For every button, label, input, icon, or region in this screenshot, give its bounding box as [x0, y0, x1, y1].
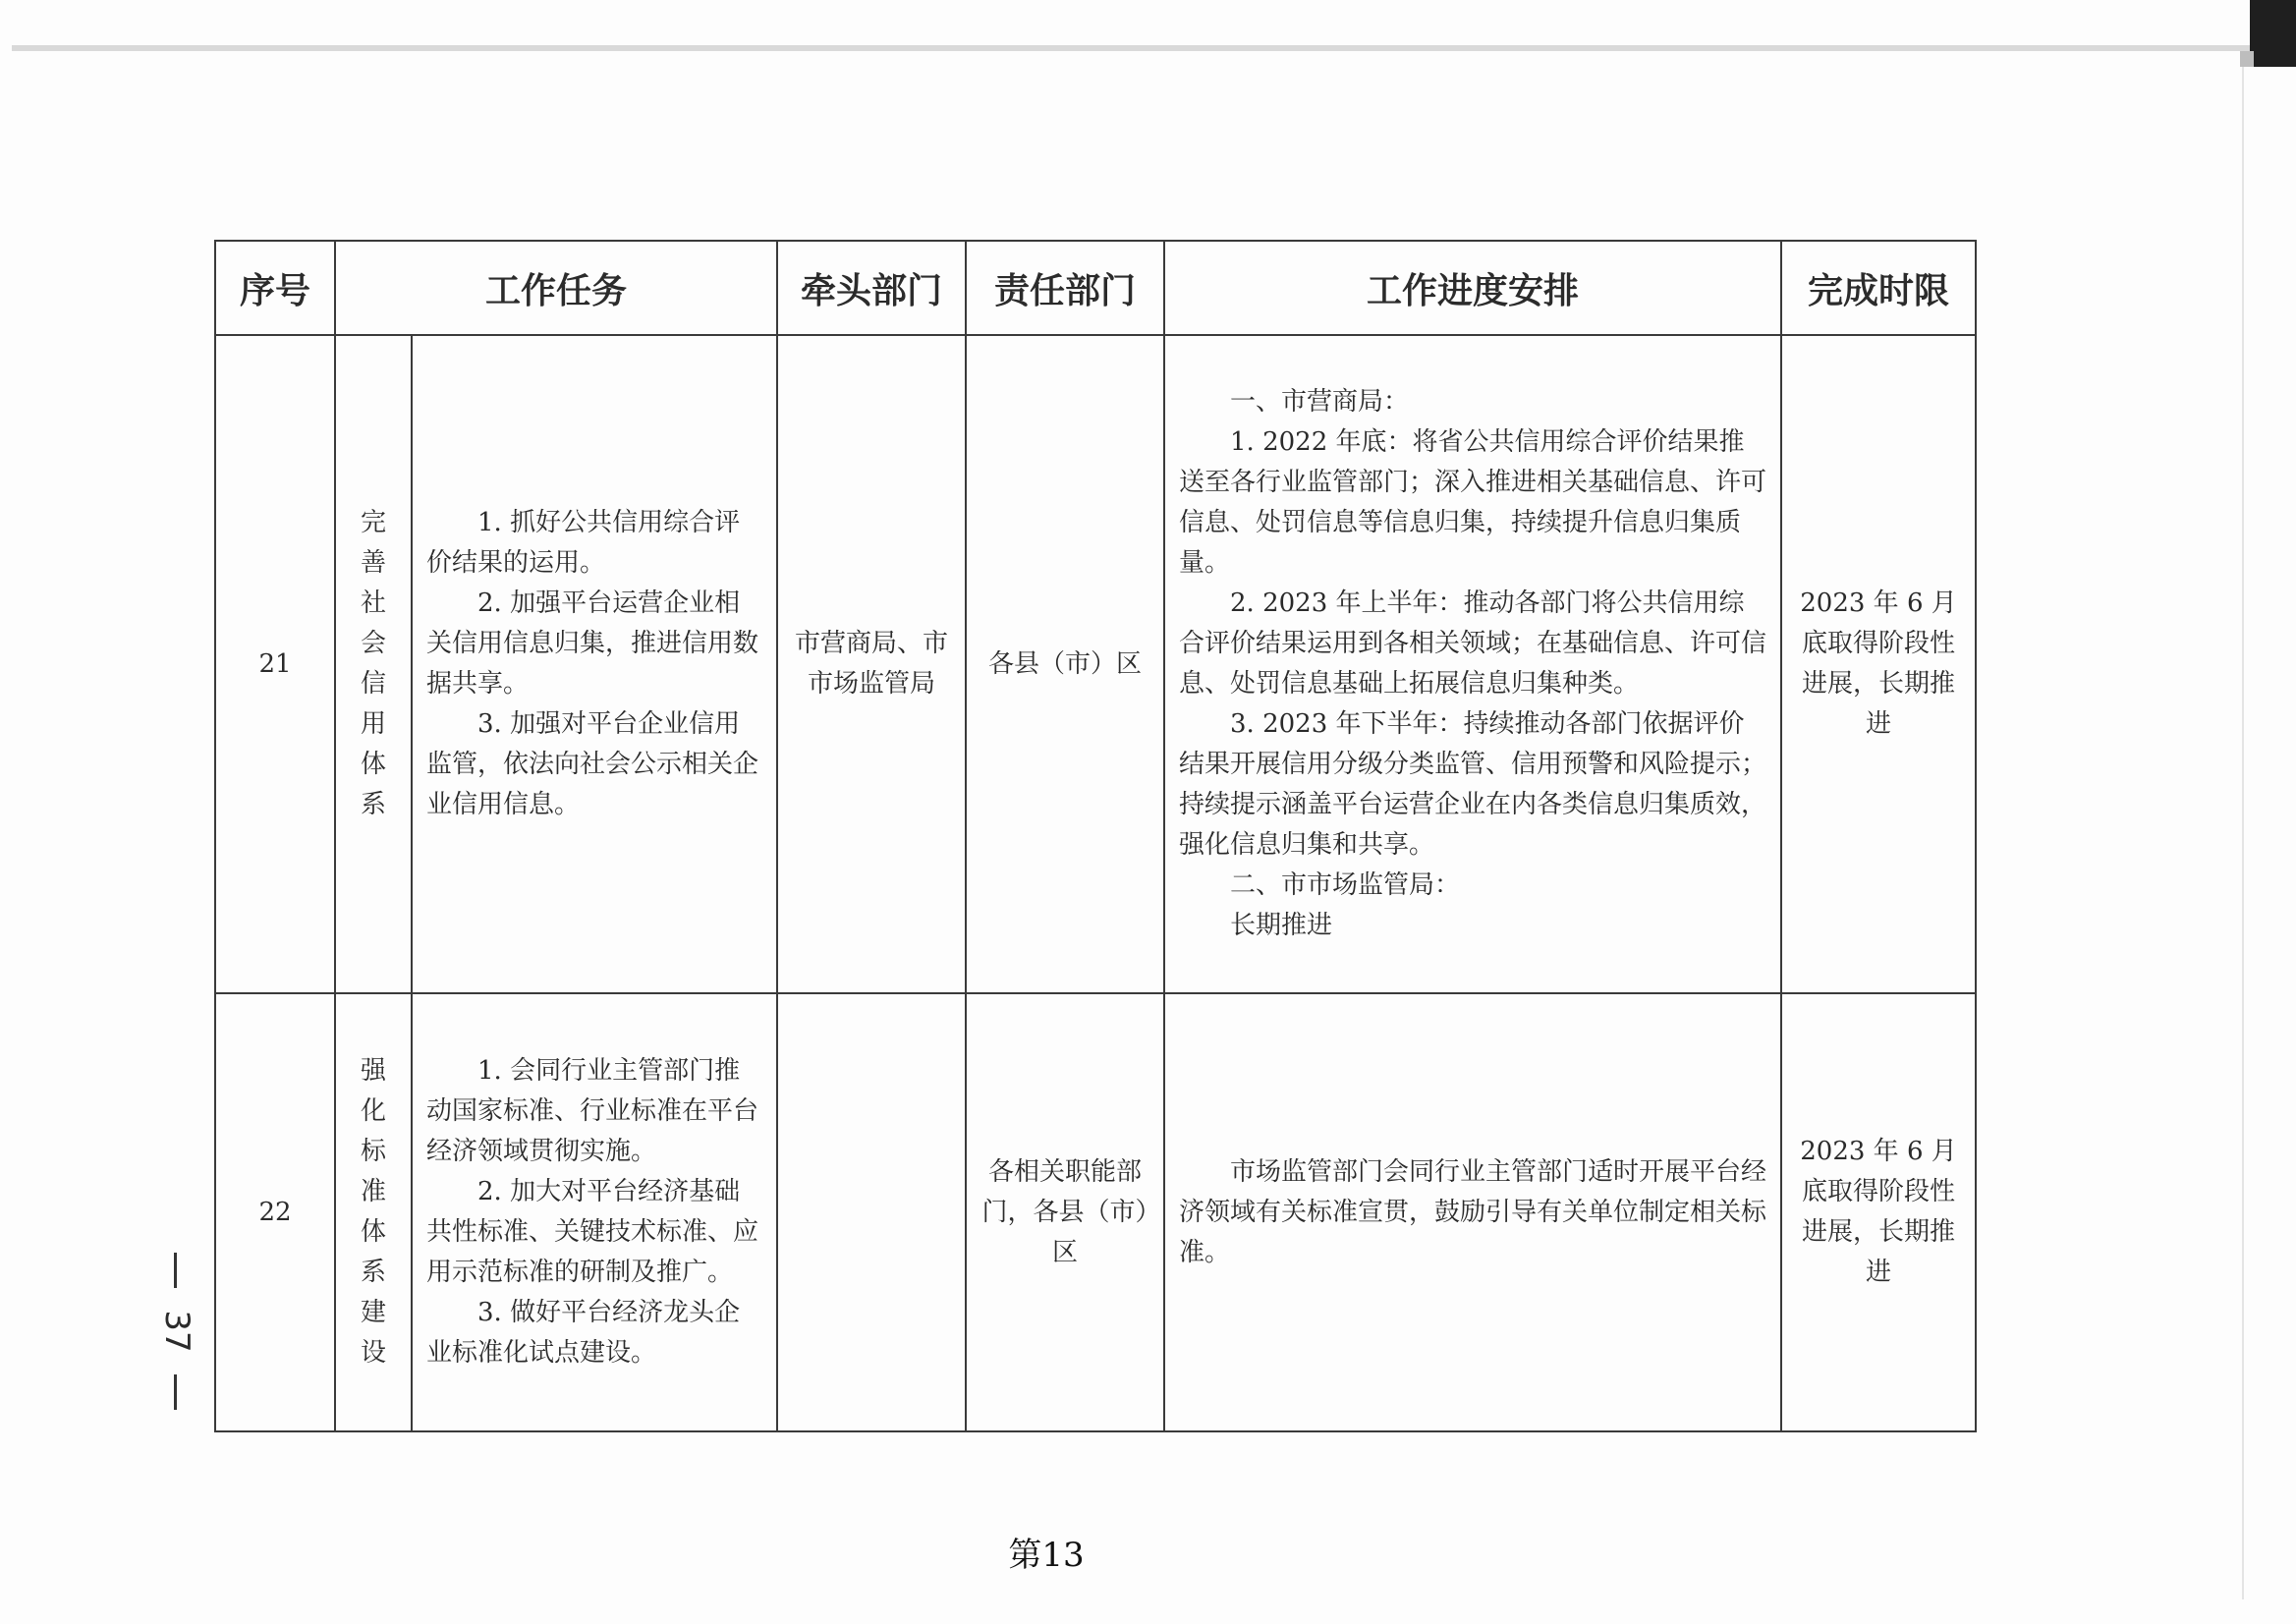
row-tasks [412, 335, 777, 993]
task-item: 3. 做好平台经济龙头企业标准化试点建设。 [426, 1298, 741, 1368]
row-seq: 21 [215, 335, 335, 993]
row-resp-dept: 各县（市）区 [966, 335, 1164, 993]
progress-item: 一、市营商局： [1230, 387, 1410, 417]
header-deadline: 完成时限 [1781, 241, 1976, 335]
task-item: 1. 抓好公共信用综合评价结果的运用。 [426, 508, 741, 578]
row-progress [1164, 993, 1781, 1431]
row-lead-dept: 市营商局、市市场监管局 [777, 335, 966, 993]
footer-page-label: 第13 [1008, 1536, 1085, 1575]
task-item: 2. 加强平台运营企业相关信用信息归集，推进信用数据共享。 [426, 588, 759, 699]
page-dash [174, 1253, 177, 1288]
row-category: 强化标准体系建设 [360, 1056, 386, 1368]
table-row [215, 993, 1976, 1431]
table-header-row [215, 241, 1976, 335]
scan-edge-corner-shade [2240, 51, 2254, 67]
progress-item: 2. 2023 年上半年：推动各部门将公共信用综合评价结果运用到各相关领域；在基础信息、许可信息、处罚信息基础上拓展信息归集种类。 [1179, 588, 1767, 699]
header-lead-dept: 牵头部门 [777, 241, 966, 335]
scan-edge-corner [2250, 0, 2296, 67]
table-row [215, 335, 1976, 993]
progress-item: 1. 2022 年底：将省公共信用综合评价结果推送至各行业监管部门；深入推进相关基础信息、许可信息、处罚信息等信息归集，持续提升信息归集质量。 [1179, 427, 1767, 578]
scan-edge-right [2242, 67, 2244, 1599]
row-progress [1164, 335, 1781, 993]
task-item: 3. 加强对平台企业信用监管，依法向社会公示相关企业信用信息。 [426, 709, 759, 819]
scan-edge-top [12, 45, 2262, 51]
task-item: 2. 加大对平台经济基础共性标准、关键技术标准、应用示范标准的研制及推广。 [426, 1177, 759, 1287]
header-task: 工作任务 [335, 241, 777, 335]
progress-item: 二、市市场监管局： [1230, 870, 1461, 900]
progress-item: 市场监管部门会同行业主管部门适时开展平台经济领域有关标准宣贯，鼓励引导有关单位制定相关标准。 [1179, 1156, 1767, 1267]
row-lead-dept [777, 993, 966, 1431]
side-page-number [157, 1253, 196, 1410]
progress-item: 3. 2023 年下半年：持续推动各部门依据评价结果开展信用分级分类监管、信用预警和风险提示；持续提示涵盖平台运营企业在内各类信息归集质效，强化信息归集和共享。 [1179, 709, 1767, 860]
side-page-number-text: 37 [157, 1310, 196, 1353]
row-deadline: 2023 年 6 月底取得阶段性进展，长期推进 [1781, 993, 1976, 1431]
row-tasks [412, 993, 777, 1431]
task-item: 1. 会同行业主管部门推动国家标准、行业标准在平台经济领域贯彻实施。 [426, 1056, 759, 1166]
page-dash [174, 1374, 177, 1410]
row-resp-dept: 各相关职能部门，各县（市）区 [966, 993, 1164, 1431]
work-task-table [214, 240, 1977, 1432]
row-deadline: 2023 年 6 月底取得阶段性进展，长期推进 [1781, 335, 1976, 993]
header-seq: 序号 [215, 241, 335, 335]
row-category: 完善社会信用体系 [360, 508, 386, 819]
row-seq: 22 [215, 993, 335, 1431]
header-resp-dept: 责任部门 [966, 241, 1164, 335]
header-progress: 工作进度安排 [1164, 241, 1781, 335]
progress-item: 长期推进 [1230, 911, 1333, 940]
